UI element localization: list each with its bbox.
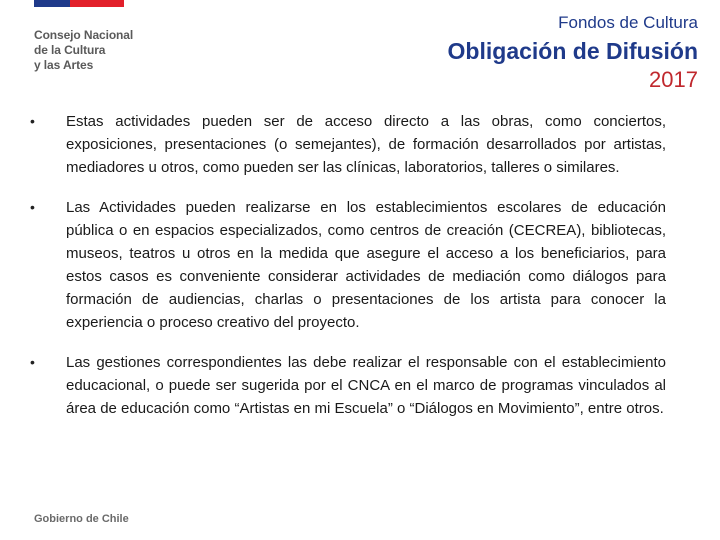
header-year: 2017 [649,67,698,92]
org-line-1: Consejo Nacional [34,28,134,42]
brand-bar-red [70,0,124,7]
bullet-text: Estas actividades pueden ser de acceso directo a las obras, como conciertos, exposiciones, presentaciones (o semejantes), de formación desarrollados por artistas, mediadores u otros, como pueden ser las clínicas, laboratorios, talleres o similares. [66,113,666,176]
bullet-marker: • [30,199,35,215]
header-title: Obligación de Difusión [447,38,698,64]
organization-logo [34,28,133,73]
footer-government-logo: Gobierno de Chile [34,513,129,525]
bullet-text: Las gestiones correspondientes las debe realizar el responsable con el establecimiento educacional, o puede ser sugerida por el CNCA en el marco de programas vinculados al área de educación como “Artistas en mi Escuela” o “Diálogos en Movimiento”, entre otros. [66,354,666,417]
brand-color-bar [34,0,124,7]
list-item [30,351,666,420]
bullet-text: Las Actividades pueden realizarse en los establecimientos escolares de educación pública o en espacios especializados, como centros de creación (CECREA), bibliotecas, museos, teatros u otros en la medida que asegure el acceso a los beneficiarios, para estos casos es conveniente considerar actividades de mediación como diálogos para formación de audiencias, charlas o presentaciones de los artista para conocer la experiencia o proceso creativo del proyecto. [66,199,666,331]
list-item [30,110,666,179]
bullet-list [30,110,666,437]
bullet-marker: • [30,354,35,370]
brand-bar-blue [34,0,70,7]
list-item [30,196,666,334]
org-line-3: y las Artes [34,58,94,72]
bullet-marker: • [30,113,35,129]
header-subtitle: Fondos de Cultura [558,13,698,32]
org-line-2: de la Cultura [34,43,106,57]
slide-header [448,12,698,94]
